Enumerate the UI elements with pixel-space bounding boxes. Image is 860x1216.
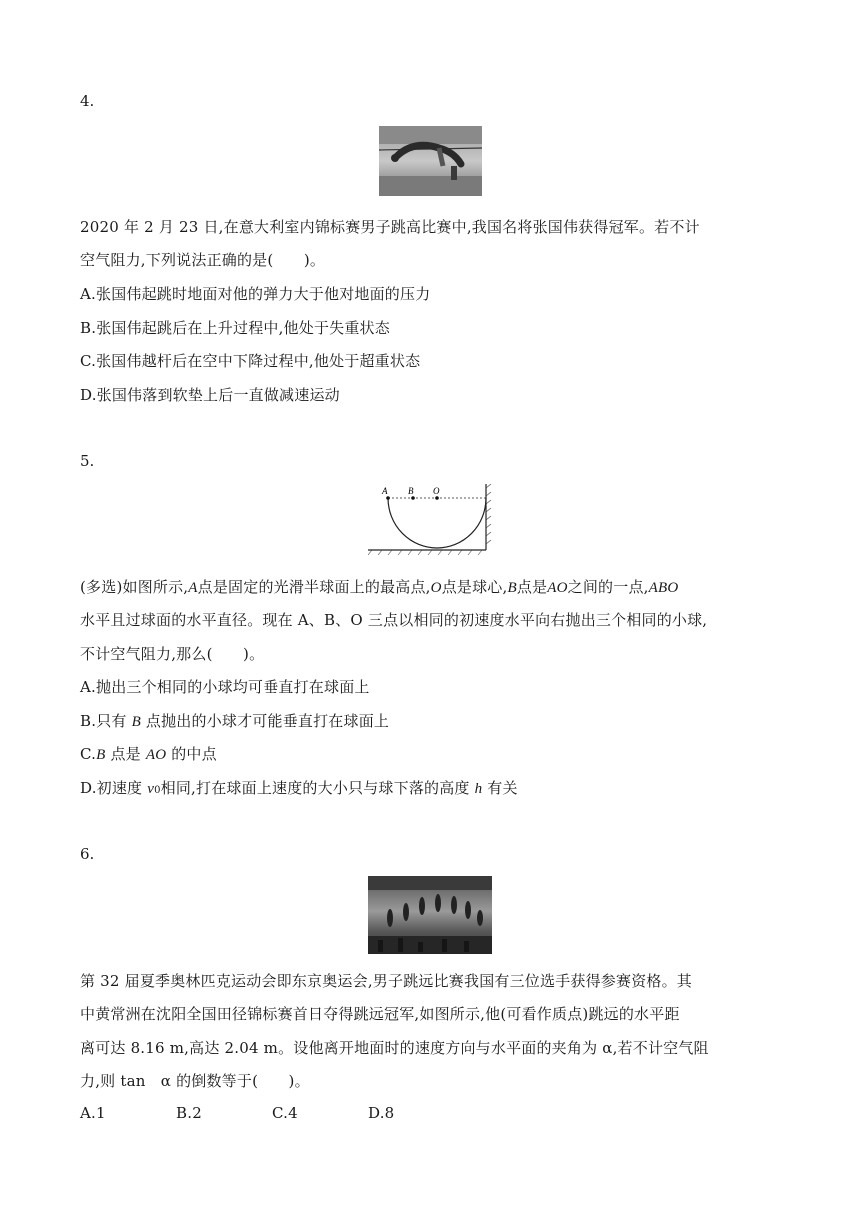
question-4-number: 4. bbox=[80, 92, 95, 110]
question-6-number: 6. bbox=[80, 845, 95, 863]
question-6-stem-line4: 力,则 tan α 的倒数等于( )。 bbox=[80, 1072, 310, 1090]
question-5-stem-line3: 不计空气阻力,那么( )。 bbox=[80, 645, 265, 663]
question-6-options bbox=[80, 1104, 394, 1122]
question-4-option-a: A.张国伟起跳时地面对他的弹力大于他对地面的压力 bbox=[80, 285, 431, 303]
question-5-option-c: C.B 点是 AO 的中点 bbox=[80, 745, 217, 763]
question-5-stem-line1: (多选)如图所示,A点是固定的光滑半球面上的最高点,O点是球心,B点是AO之间的一点,ABO bbox=[80, 578, 679, 596]
question-4-stem-line2: 空气阻力,下列说法正确的是( )。 bbox=[80, 251, 326, 269]
question-4-option-b: B.张国伟起跳后在上升过程中,他处于失重状态 bbox=[80, 319, 390, 337]
question-5-option-d: D.初速度 v0相同,打在球面上速度的大小只与球下落的高度 h 有关 bbox=[80, 779, 518, 797]
long-jump-photo bbox=[368, 876, 492, 954]
label-a: A bbox=[382, 486, 388, 496]
question-6-stem-line1: 第 32 届夏季奥林匹克运动会即东京奥运会,男子跳远比赛我国有三位选手获得参赛资格。其 bbox=[80, 972, 692, 990]
high-jump-photo bbox=[379, 126, 482, 196]
label-o: O bbox=[433, 486, 440, 496]
question-4-option-d: D.张国伟落到软垫上后一直做减速运动 bbox=[80, 386, 340, 404]
question-5-option-b: B.只有 B 点抛出的小球才可能垂直打在球面上 bbox=[80, 712, 390, 730]
question-6-option-a: A.1 bbox=[80, 1104, 106, 1122]
question-5-number: 5. bbox=[80, 452, 95, 470]
question-5-stem-line2: 水平且过球面的水平直径。现在 A、B、O 三点以相同的初速度水平向右抛出三个相同的小球, bbox=[80, 611, 708, 629]
question-4-option-c: C.张国伟越杆后在空中下降过程中,他处于超重状态 bbox=[80, 352, 421, 370]
question-6-stem-line3: 离可达 8.16 m,高达 2.04 m。设他离开地面时的速度方向与水平面的夹角为 α,若不计空气阻 bbox=[80, 1039, 709, 1057]
label-b: B bbox=[408, 486, 414, 496]
question-6-stem-line2: 中黄常洲在沈阳全国田径锦标赛首日夺得跳远冠军,如图所示,他(可看作质点)跳远的水平距 bbox=[80, 1005, 680, 1023]
hemisphere-diagram bbox=[368, 482, 494, 556]
question-5-option-a: A.抛出三个相同的小球均可垂直打在球面上 bbox=[80, 678, 370, 696]
question-6-option-c: C.4 bbox=[272, 1104, 298, 1122]
question-4-stem-line1: 2020 年 2 月 23 日,在意大利室内锦标赛男子跳高比赛中,我国名将张国伟获得冠军。若不计 bbox=[80, 218, 700, 236]
question-6-option-d: D.8 bbox=[368, 1104, 395, 1122]
question-6-option-b: B.2 bbox=[176, 1104, 202, 1122]
